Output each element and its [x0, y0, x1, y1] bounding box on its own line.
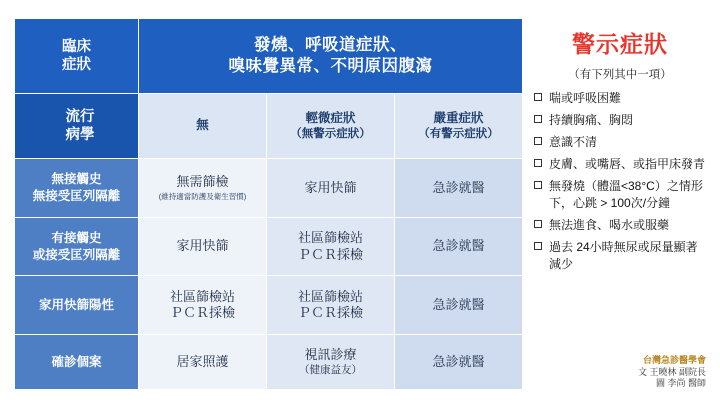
cell-r3c2 [395, 335, 523, 390]
row2-header-line1: 家用快篩陽性 [38, 298, 114, 313]
table-row [15, 217, 523, 276]
cell-r1c2 [395, 217, 523, 276]
checkbox-icon [534, 115, 542, 123]
table-subheader-row [15, 94, 523, 159]
cell-r2c0 [139, 276, 267, 335]
symptom-header-line2: 嗅味覺異常、不明原因腹瀉 [228, 57, 433, 76]
cell-r3c0-main: 居家照護 [176, 354, 229, 370]
matrix-table [14, 18, 523, 390]
checkbox-icon [534, 242, 542, 250]
cell-r0c2-main: 急診就醫 [432, 179, 485, 195]
row-header-confirmed-case [15, 335, 139, 390]
table-row [15, 335, 523, 390]
cell-r2c2-main: 急診就醫 [432, 297, 485, 313]
column-header-none-main: 無 [196, 118, 209, 133]
warning-list [532, 90, 708, 273]
warning-item-2: 意識不清 [549, 135, 598, 150]
epidemiology-label [15, 94, 139, 159]
list-item [534, 217, 708, 234]
list-item [534, 112, 708, 129]
column-header-mild-note: （無警示症狀） [290, 127, 371, 140]
warning-item-0: 喘或呼吸困難 [549, 91, 622, 105]
credit-org: 台灣急診醫學會 [642, 354, 706, 365]
row0-header-line2: 無接受匡列隔離 [32, 188, 121, 203]
list-item [534, 134, 708, 151]
epi-label-line1: 流行 [65, 108, 95, 125]
warning-panel [532, 18, 708, 390]
row0-header-line1: 無接觸史 [51, 172, 102, 187]
warning-title: 警示症狀 [572, 31, 668, 57]
column-header-severe-main: 嚴重症狀 [433, 110, 484, 125]
cell-r0c0 [139, 158, 267, 217]
cell-r2c0-main: 社區篩檢站 ＰＣＲ採檢 [169, 289, 235, 321]
cell-r1c1 [267, 217, 395, 276]
cell-r2c2 [395, 276, 523, 335]
cell-r2c1-main: 社區篩檢站 ＰＣＲ採檢 [297, 289, 363, 321]
triage-matrix [14, 18, 522, 390]
checkbox-icon [534, 220, 542, 228]
cell-r0c0-main: 無需篩檢 [176, 174, 229, 190]
cell-r3c1 [267, 335, 395, 390]
row-header-positive-rapid-test [15, 276, 139, 335]
column-header-severe [395, 94, 523, 159]
cell-r3c1-main: 視訊診療 [304, 347, 357, 363]
table-row [15, 276, 523, 335]
credit-author: 文 王曉林 副院長 [637, 366, 706, 377]
checkbox-icon [534, 159, 542, 167]
warning-item-3: 皮膚、或嘴唇、或指甲床發青 [549, 157, 706, 172]
cell-r0c0-note: (維持適當防護及衛生習慣) [158, 192, 247, 202]
row-header-no-contact [15, 158, 139, 217]
cell-r0c1 [267, 158, 395, 217]
row1-header-line1: 有接觸史 [51, 231, 102, 246]
warning-item-1: 持續胸痛、胸悶 [549, 113, 634, 128]
cell-r1c1-main: 社區篩檢站 ＰＣＲ採檢 [297, 230, 363, 262]
cell-r1c2-main: 急診就醫 [432, 238, 485, 254]
epi-label-line2: 病學 [65, 126, 95, 143]
checkbox-icon [534, 93, 542, 101]
row1-header-line2: 或接受匡列隔離 [32, 247, 121, 262]
cell-r2c1 [267, 276, 395, 335]
cell-r1c0 [139, 217, 267, 276]
cell-r3c2-main: 急診就醫 [432, 354, 485, 370]
warning-item-6: 過去 24小時無尿或尿量顯著減少 [549, 240, 698, 272]
list-item [534, 178, 708, 212]
clinical-symptom-label [15, 19, 139, 94]
clinical-label-line2: 症狀 [62, 57, 91, 74]
clinical-label-line1: 臨床 [62, 38, 91, 55]
cell-r3c0 [139, 335, 267, 390]
list-item [534, 156, 708, 173]
row-header-contact [15, 217, 139, 276]
row3-header-line1: 確診個案 [51, 355, 102, 370]
cell-r0c2 [395, 158, 523, 217]
warning-subtitle: （有下列其中一項） [568, 69, 672, 81]
list-item [534, 239, 708, 273]
warning-item-5: 無法進食、喝水或服藥 [549, 218, 670, 233]
cell-r3c1-note: （健康益友） [299, 364, 362, 377]
list-item [534, 90, 708, 107]
symptom-header-line1: 發燒、呼吸道症狀、 [254, 35, 407, 54]
symptom-group-header [139, 19, 523, 94]
cell-r1c0-main: 家用快篩 [176, 238, 229, 254]
table-row [15, 158, 523, 217]
table-header-row [15, 19, 523, 94]
column-header-mild-main: 輕微症狀 [305, 110, 356, 125]
cell-r0c1-main: 家用快篩 [304, 179, 357, 195]
warning-item-4: 無發燒（體溫<38°C）之情形下，心跳 > 100次/分鐘 [549, 179, 703, 211]
credit-illustrator: 圖 李尚 醫師 [655, 378, 706, 389]
checkbox-icon [534, 137, 542, 145]
column-header-none [139, 94, 267, 159]
column-header-mild [267, 94, 395, 159]
credit-block [638, 355, 706, 390]
column-header-severe-note: （有警示症狀） [418, 127, 499, 140]
checkbox-icon [534, 181, 542, 189]
